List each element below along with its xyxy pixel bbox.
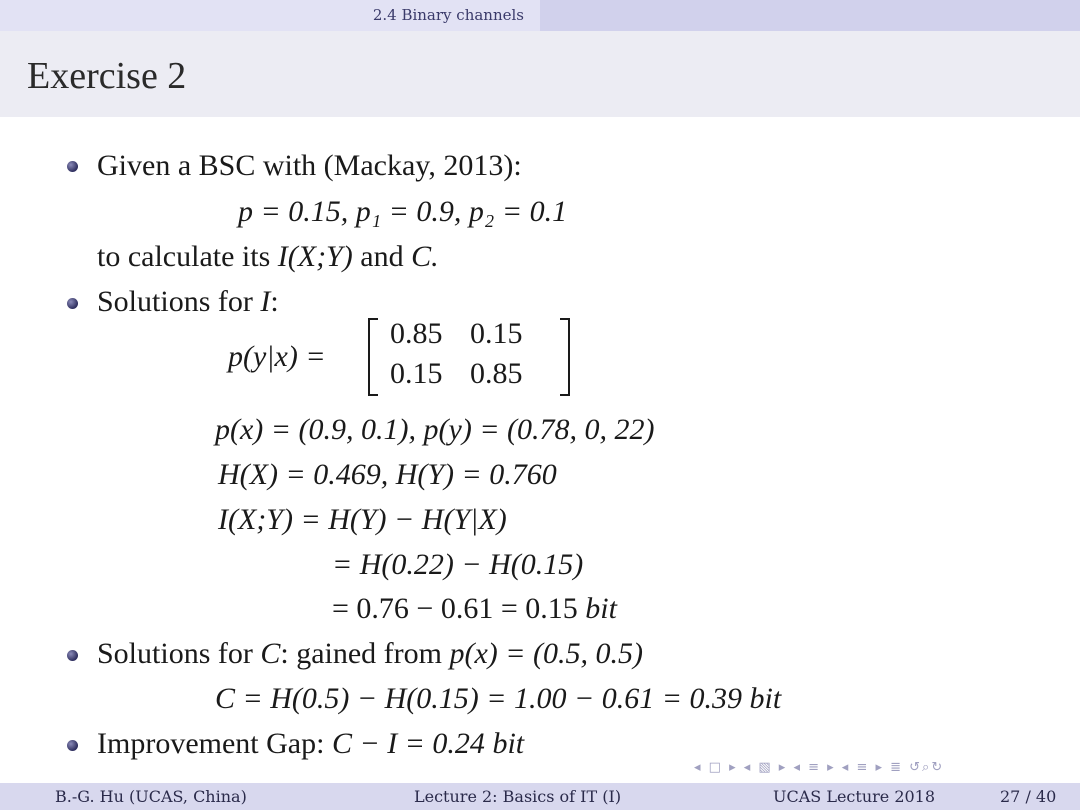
equation-px-py: p(x) = (0.9, 0.1), p(y) = (0.78, 0, 22) (215, 413, 655, 446)
matrix-cell: 0.85 (390, 317, 443, 350)
unit-bit: bit (585, 592, 617, 625)
equation-mutual-info-3 (332, 589, 617, 629)
task-capacity: C. (411, 240, 439, 273)
footer-lecture: Lecture 2: Basics of IT (I) (414, 787, 622, 806)
equation-capacity (215, 679, 781, 719)
bullet-icon (67, 740, 78, 751)
matrix-cell: 0.15 (390, 357, 443, 390)
matrix-lhs: p(y|x) = (228, 340, 326, 373)
given-equation: p = 0.15, p₁ = 0.9, p₂ = 0.1 (238, 195, 568, 228)
task-mutual-info: I(X;Y) (277, 240, 353, 273)
equation-entropies: H(X) = 0.469, H(Y) = 0.760 (218, 458, 557, 491)
task-line (97, 237, 439, 277)
task-line-text: to calculate its (97, 240, 278, 273)
bullet-improvement-gap (97, 724, 524, 764)
unit-bit: bit (749, 682, 782, 715)
beamer-nav-controls[interactable]: ◂ □ ▸ ◂ ▧ ▸ ◂ ≡ ▸ ◂ ≡ ▸ ≣ ↺⌕↻ (694, 760, 945, 775)
bullet-icon (67, 298, 78, 309)
improvement-gap-expr: C − I = 0.24 (331, 727, 493, 760)
bullet-solutions-C (97, 634, 643, 674)
footer-author: B.-G. Hu (UCAS, China) (55, 787, 247, 806)
solutions-C-var: C (260, 637, 281, 670)
section-link[interactable]: 2.4 Binary channels (372, 6, 524, 24)
equation-mutual-info-1: I(X;Y) = H(Y) − H(Y|X) (218, 503, 507, 536)
bullet-icon (67, 650, 78, 661)
matrix-cell: 0.15 (470, 317, 523, 350)
matrix-right-bracket (560, 318, 570, 396)
footer-course: UCAS Lecture 2018 (773, 787, 936, 806)
solutions-C-px: p(x) = (0.5, 0.5) (449, 637, 644, 670)
unit-bit: bit (492, 727, 525, 760)
solutions-I-var: I (260, 285, 271, 318)
bullet-solutions-I (97, 282, 279, 322)
capacity-value: C = H(0.5) − H(0.15) = 1.00 − 0.61 = 0.39 (215, 682, 750, 715)
solutions-I-label: Solutions for (97, 285, 261, 318)
equation-mutual-info-2: = H(0.22) − H(0.15) (332, 548, 584, 581)
header-right-panel (540, 0, 1080, 31)
solutions-C-label: Solutions for (97, 637, 261, 670)
mutual-info-value: = 0.76 − 0.61 = 0.15 (332, 592, 586, 625)
solutions-I-colon: : (270, 285, 279, 318)
matrix-left-bracket (368, 318, 378, 396)
solutions-C-text: : gained from (280, 637, 450, 670)
bullet-given: Given a BSC with (Mackay, 2013): (97, 149, 522, 182)
slide-title: Exercise 2 (27, 55, 187, 97)
header-navbar (0, 0, 1080, 31)
task-and: and (352, 240, 412, 273)
matrix-cell: 0.85 (470, 357, 523, 390)
improvement-gap-label: Improvement Gap: (97, 727, 332, 760)
footer-page-number: 27 / 40 (1000, 787, 1057, 806)
bullet-icon (67, 161, 78, 172)
